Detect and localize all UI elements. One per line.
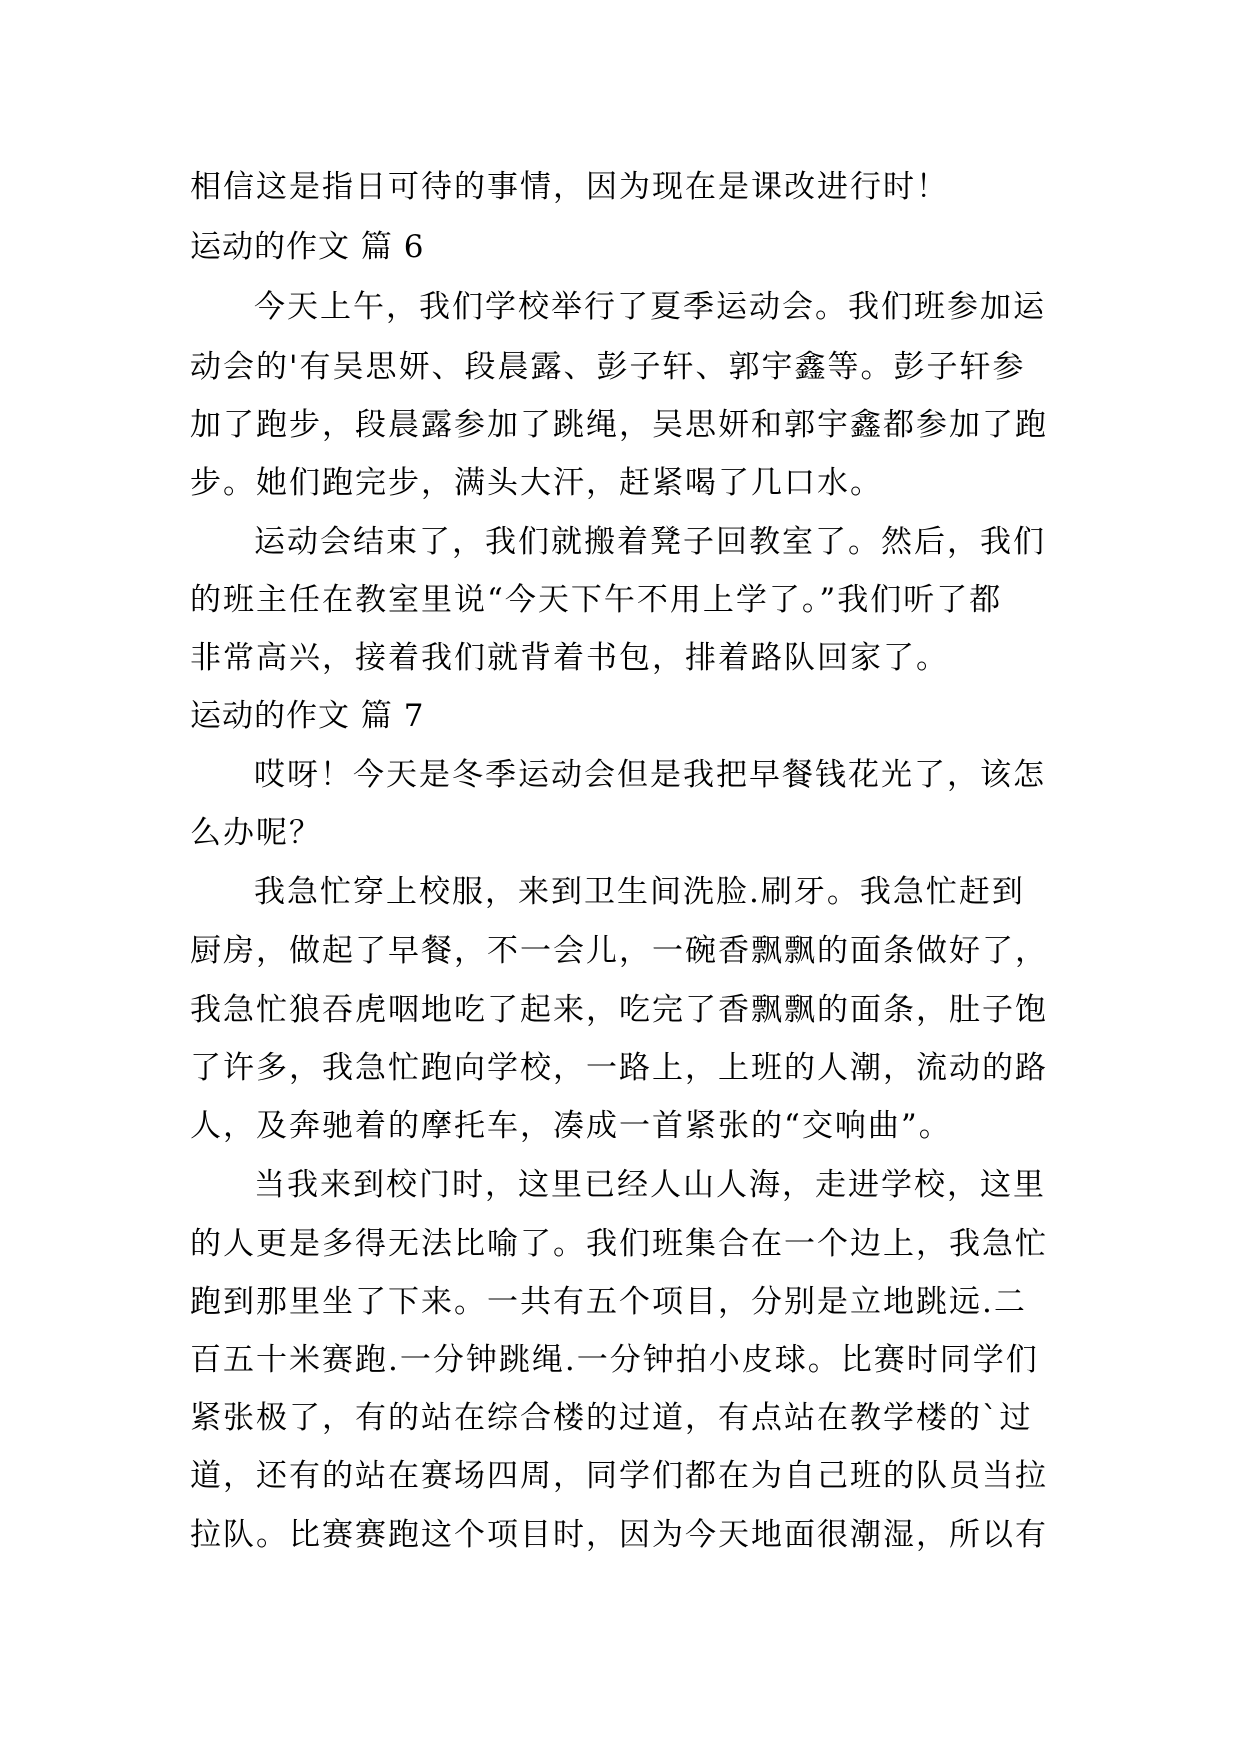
text-line: 跑到那里坐了下来。一共有五个项目，分别是立地跳远.二	[190, 1284, 1027, 1320]
text-line: 拉队。比赛赛跑这个项目时，因为今天地面很潮湿，所以有	[190, 1517, 1048, 1553]
text-line: 了许多，我急忙跑向学校，一路上，上班的人潮，流动的路	[190, 1050, 1048, 1086]
text-line: 道，还有的站在赛场四周，同学们都在为自己班的队员当拉	[190, 1458, 1048, 1494]
text-line: 今天上午，我们学校举行了夏季运动会。我们班参加运	[254, 289, 1046, 325]
text-line: 百五十米赛跑.一分钟跳绳.一分钟拍小皮球。比赛时同学们	[190, 1342, 1039, 1378]
text-line: 动会的'有吴思妍、段晨露、彭子轩、郭宇鑫等。彭子轩参	[190, 349, 1026, 385]
text-line: 当我来到校门时，这里已经人山人海，走进学校，这里	[254, 1167, 1046, 1203]
text-line: 人，及奔驰着的摩托车，凑成一首紧张的“交响曲”。	[190, 1108, 952, 1144]
text-line: 我急忙狼吞虎咽地吃了起来，吃完了香飘飘的面条，肚子饱	[190, 992, 1048, 1028]
text-line: 步。她们跑完步，满头大汗，赶紧喝了几口水。	[190, 465, 883, 501]
text-line: 紧张极了，有的站在综合楼的过道，有点站在教学楼的`过	[190, 1400, 1033, 1436]
text-line: 相信这是指日可待的事情，因为现在是课改进行时！	[190, 169, 949, 205]
section-heading: 运动的作文 篇 6	[190, 229, 425, 265]
text-line: 厨房，做起了早餐，不一会儿，一碗香飘飘的面条做好了，	[190, 933, 1048, 969]
text-line: 的班主任在教室里说“今天下午不用上学了。”我们听了都	[190, 582, 1003, 618]
text-line: 非常高兴，接着我们就背着书包，排着路队回家了。	[190, 640, 949, 676]
text-line: 哎呀！今天是冬季运动会但是我把早餐钱花光了，该怎	[254, 757, 1046, 793]
text-line: 的人更是多得无法比喻了。我们班集合在一个边上，我急忙	[190, 1226, 1048, 1262]
text-line: 我急忙穿上校服，来到卫生间洗脸.刷牙。我急忙赶到	[254, 874, 1025, 910]
text-line: 运动会结束了，我们就搬着凳子回教室了。然后，我们	[254, 524, 1046, 560]
text-line: 么办呢？	[190, 815, 322, 851]
text-line: 加了跑步，段晨露参加了跳绳，吴思妍和郭宇鑫都参加了跑	[190, 407, 1048, 443]
section-heading: 运动的作文 篇 7	[190, 698, 425, 734]
